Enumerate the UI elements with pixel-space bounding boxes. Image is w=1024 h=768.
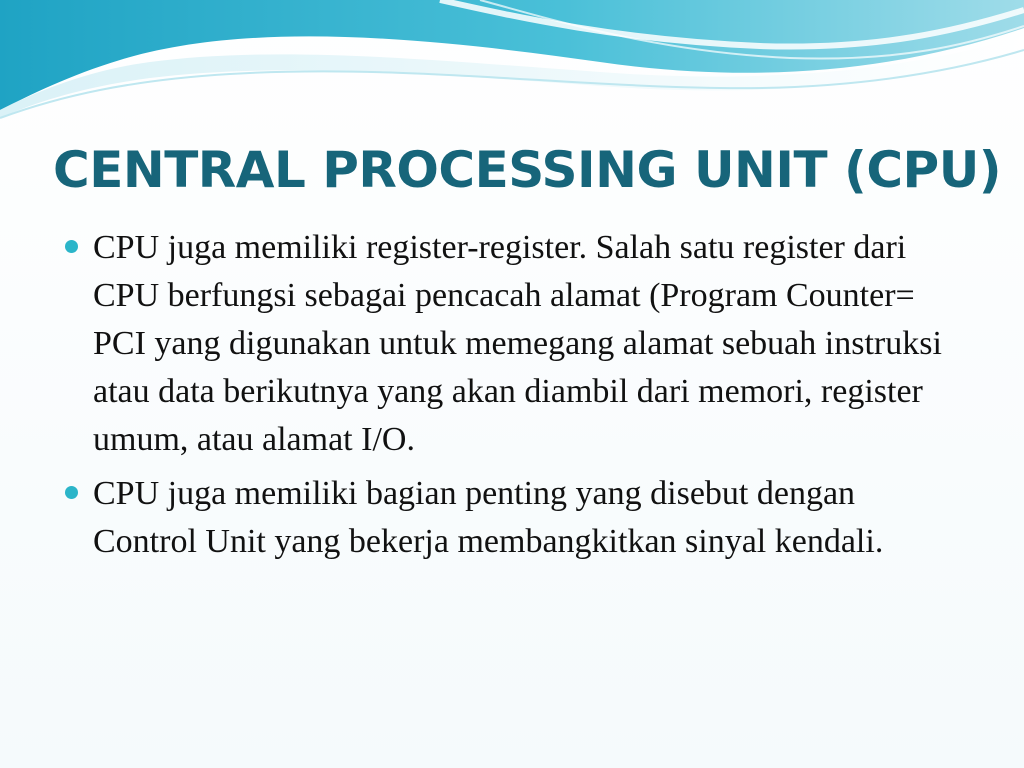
bullet-icon [65, 240, 78, 253]
slide-title: CENTRAL PROCESSING UNIT (CPU) [53, 141, 1002, 199]
bullet-text: CPU juga memiliki bagian penting yang disebut dengan Control Unit yang bekerja membangkitkan sinyal kendali. [93, 475, 884, 560]
bullet-item-control-unit [62, 470, 952, 566]
bullet-list [62, 224, 952, 572]
decorative-wave-header [0, 0, 1024, 140]
bullet-icon [65, 486, 78, 499]
bullet-text: CPU juga memiliki register-register. Salah satu register dari CPU berfungsi sebagai pencacah alamat (Program Counter= PCI yang digunakan untuk memegang alamat sebuah instruksi atau data berikutnya yang akan diambil dari memori, register umum, atau alamat I/O. [93, 229, 942, 458]
bullet-item-register [62, 224, 952, 464]
